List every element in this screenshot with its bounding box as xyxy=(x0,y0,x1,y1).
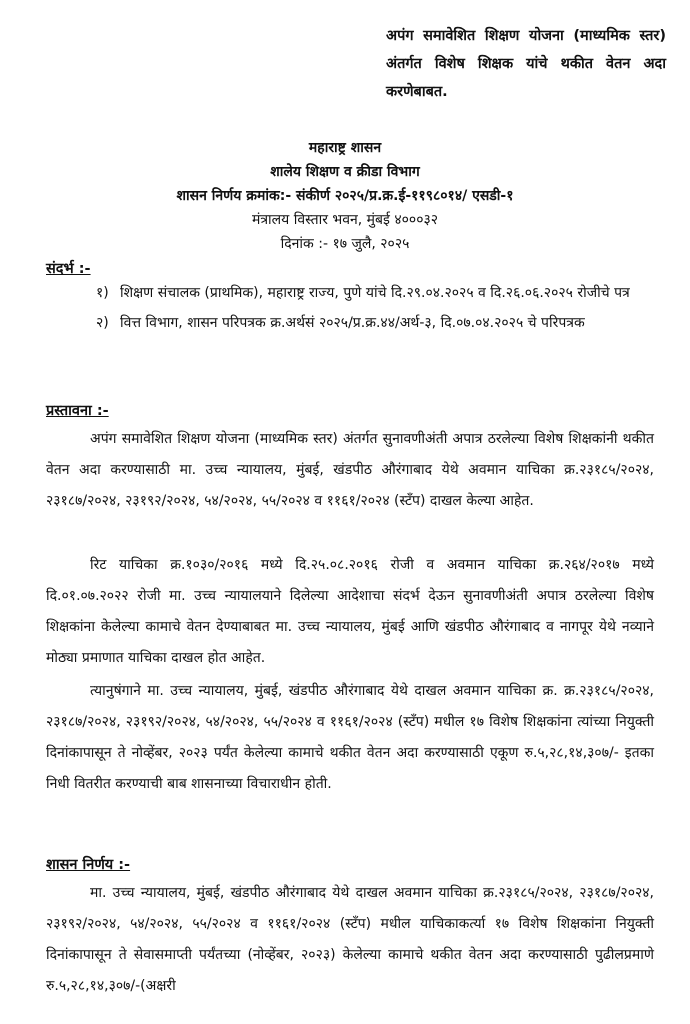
references-heading: संदर्भ :- xyxy=(46,261,91,277)
list-item xyxy=(96,280,656,306)
office-address: मंत्रालय विस्तार भवन, मुंबई ४०००३२ xyxy=(251,212,439,228)
preamble-paragraph-1: अपंग समावेशित शिक्षण योजना (माध्यमिक स्तर) अंतर्गत सुनावणीअंती अपात्र ठरलेल्या विशेष शिक्षकांनी थकीत वेतन अदा करण्यासाठी मा. उच्च न्यायालय, मुंबई, खंडपीठ औरंगाबाद येथे अवमान याचिका क्र.२३१८५/२०२४, २३१८७/२०२४, २३१९२/२०२४, ५४/२०२४, ५५/२०२४ व ११६१/२०२४ (स्टँप) दाखल केल्या आहेत. xyxy=(46,431,654,509)
document-date: दिनांक :- १७ जुलै, २०२५ xyxy=(280,236,410,252)
decision-heading: शासन निर्णय :- xyxy=(46,857,131,873)
reference-text: वित्त विभाग, शासन परिपत्रक क्र.अर्थसं २०२५/प्र.क्र.४४/अर्थ-३, दि.०७.०४.२०२५ चे परिपत्रक xyxy=(120,315,585,331)
preamble-paragraph-3: त्यानुषंगाने मा. उच्च न्यायालय, मुंबई, खंडपीठ औरंगाबाद येथे दाखल अवमान याचिका क्र. क्र.२३१८५/२०२४, २३१८७/२०२४, २३१९२/२०२४, ५४/२०२४, ५५/२०२४ व ११६१/२०२४ (स्टँप) मधील १७ विशेष शिक्षकांना त्यांच्या नियुक्ती दिनांकापासून ते नोव्हेंबर, २०२३ पर्यंत केलेल्या कामाचे थकीत वेतन अदा करण्यासाठी एकूण रु.५,२८,१४,३०७/- इतका निधी वितरीत करण्याची बाब शासनाच्या विचाराधीन होती. xyxy=(46,683,654,792)
reference-list xyxy=(96,280,656,340)
reference-number: २) xyxy=(96,315,109,331)
department-name: शालेय शिक्षण व क्रीडा विभाग xyxy=(270,164,420,180)
letterhead xyxy=(0,136,690,256)
gr-number: शासन निर्णय क्रमांक:- संकीर्ण २०२५/प्र.क्र.ई-११९८०१४/ एसडी-१ xyxy=(176,188,514,204)
preamble-paragraph-2: रिट याचिका क्र.१०३०/२०१६ मध्ये दि.२५.०८.२०१६ रोजी व अवमान याचिका क्र.२६४/२०१७ मध्ये दि.०१.०७.२०२२ रोजी मा. उच्च न्यायालयाने दिलेल्या आदेशाचा संदर्भ देऊन सुनावणीअंती अपात्र ठरलेल्या विशेष शिक्षकांना केलेल्या कामाचे वेतन देण्याबाबत मा. उच्च न्यायालय, मुंबई आणि खंडपीठ औरंगाबाद व नागपूर येथे नव्याने मोठ्या प्रमाणात याचिका दाखल होत आहेत. xyxy=(46,557,654,666)
government-name: महाराष्ट्र शासन xyxy=(308,140,382,156)
preamble-heading: प्रस्तावना :- xyxy=(46,403,109,419)
reference-text: शिक्षण संचालक (प्राथमिक), महाराष्ट्र राज्य, पुणे यांचे दि.२९.०४.२०२५ व दि.२६.०६.२०२५ रोजीचे पत्र xyxy=(120,285,630,301)
reference-number: १) xyxy=(96,285,109,301)
decision-paragraph: मा. उच्च न्यायालय, मुंबई, खंडपीठ औरंगाबाद येथे दाखल अवमान याचिका क्र.२३१८५/२०२४, २३१८७/२०२४, २३१९२/२०२४, ५४/२०२४, ५५/२०२४ व ११६१/२०२४ (स्टँप) मधील याचिकाकर्त्या १७ विशेष शिक्षकांना नियुक्ती दिनांकापासून ते सेवासमाप्ती पर्यंतच्या (नोव्हेंबर, २०२३) केलेल्या कामाचे थकीत वेतन अदा करण्यासाठी पुढीलप्रमाणे रु.५,२८,१४,३०७/-(अक्षरी xyxy=(46,885,654,994)
subject-text: अपंग समावेशित शिक्षण योजना (माध्यमिक स्तर) अंतर्गत विशेष शिक्षक यांचे थकीत वेतन अदा करणेबाबत. xyxy=(386,28,666,100)
list-item xyxy=(96,310,656,336)
